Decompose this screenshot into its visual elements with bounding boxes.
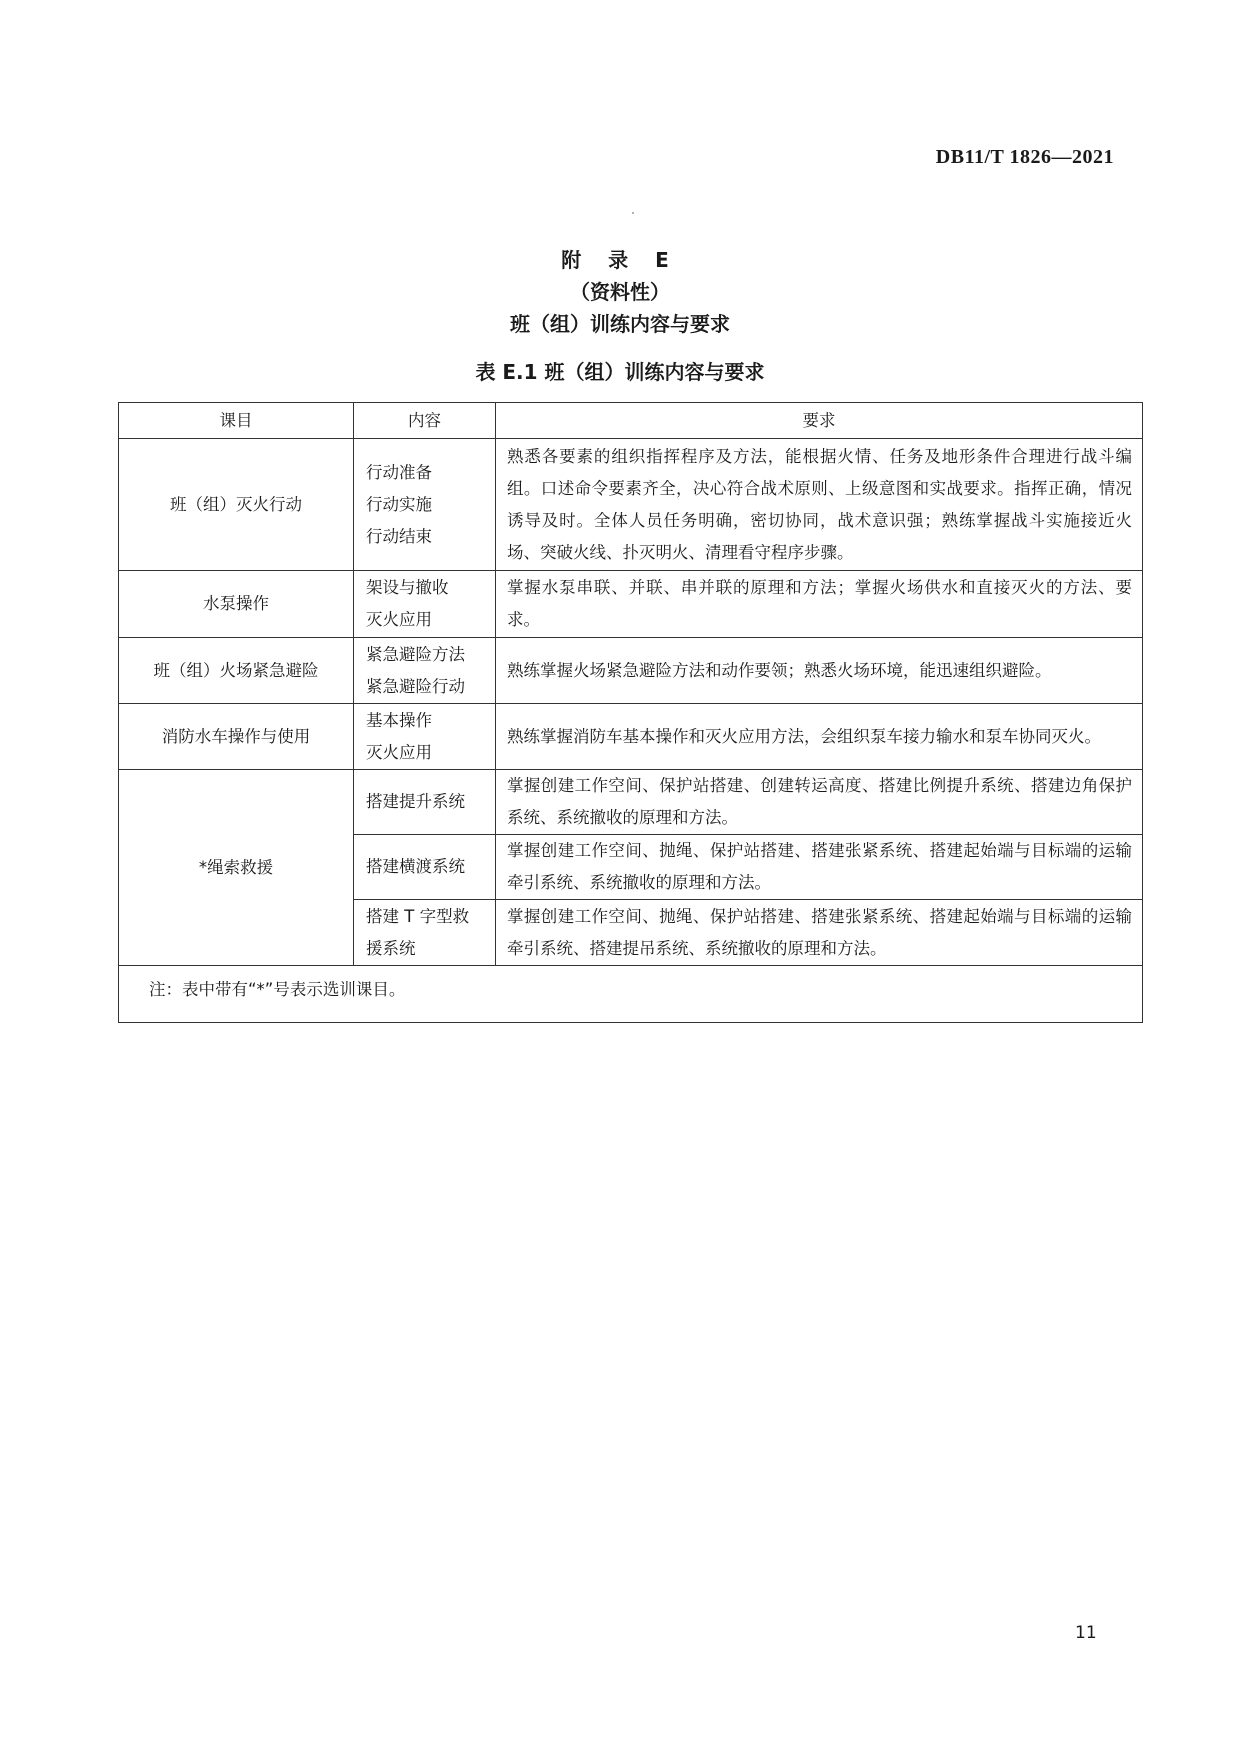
subject-cell: 班（组）火场紧急避险 (119, 638, 354, 704)
requirement-cell: 熟练掌握消防车基本操作和灭火应用方法，会组织泵车接力输水和泵车协同灭火。 (496, 704, 1143, 770)
scan-dot (632, 212, 634, 214)
content-cell (354, 439, 496, 571)
content-item: 行动结束 (366, 526, 432, 546)
content-item: 紧急避险方法 (366, 644, 465, 664)
table-header-row (119, 403, 1143, 439)
requirement-cell: 掌握水泵串联、并联、串并联的原理和方法；掌握火场供水和直接灭火的方法、要求。 (496, 571, 1143, 638)
requirement-cell: 掌握创建工作空间、保护站搭建、创建转运高度、搭建比例提升系统、搭建边角保护系统、系统撤收的原理和方法。 (496, 770, 1143, 835)
content-cell: 搭建 T 字型救援系统 (354, 900, 496, 966)
appendix-heading: 附 录 E (561, 248, 679, 272)
column-header-content: 内容 (354, 403, 496, 439)
column-header-subject: 课目 (119, 403, 354, 439)
subject-cell: 水泵操作 (119, 571, 354, 638)
table-row (119, 439, 1143, 571)
content-cell: 搭建提升系统 (354, 770, 496, 835)
content-cell (354, 704, 496, 770)
table-row (119, 770, 1143, 835)
content-item: 架设与撤收 (366, 578, 449, 597)
content-item: 行动准备 (366, 462, 432, 482)
table-caption: 表 E.1 班（组）训练内容与要求 (475, 360, 765, 384)
table-row (119, 638, 1143, 704)
content-item: 行动实施 (366, 494, 432, 514)
subject-cell: 消防水车操作与使用 (119, 704, 354, 770)
requirement-cell: 掌握创建工作空间、抛绳、保护站搭建、搭建张紧系统、搭建起始端与目标端的运输牵引系统、系统撤收的原理和方法。 (496, 835, 1143, 900)
content-item: 灭火应用 (366, 610, 432, 629)
training-table (118, 402, 1143, 1023)
table-note-row (119, 966, 1143, 1023)
subject-cell: 班（组）灭火行动 (119, 439, 354, 571)
appendix-title: 班（组）训练内容与要求 (510, 312, 730, 336)
content-item: 紧急避险行动 (366, 676, 465, 696)
content-cell (354, 571, 496, 638)
appendix-type: （资料性） (570, 280, 670, 304)
table-note: 注：表中带有“*”号表示选训课目。 (119, 966, 1143, 1023)
table-row (119, 571, 1143, 638)
subject-cell-rope-rescue: *绳索救援 (119, 770, 354, 966)
column-header-requirement: 要求 (496, 403, 1143, 439)
content-cell: 搭建横渡系统 (354, 835, 496, 900)
content-item: 灭火应用 (366, 742, 432, 762)
requirement-cell: 熟悉各要素的组织指挥程序及方法，能根据火情、任务及地形条件合理进行战斗编组。口述命令要素齐全，决心符合战术原则、上级意图和实战要求。指挥正确，情况诱导及时。全体人员任务明确，密切协同，战术意识强；熟练掌握战斗实施接近火场、突破火线、扑灭明火、清理看守程序步骤。 (496, 439, 1143, 571)
requirement-cell: 掌握创建工作空间、抛绳、保护站搭建、搭建张紧系统、搭建起始端与目标端的运输牵引系统、搭建提吊系统、系统撤收的原理和方法。 (496, 900, 1143, 966)
content-cell (354, 638, 496, 704)
requirement-cell: 熟练掌握火场紧急避险方法和动作要领；熟悉火场环境，能迅速组织避险。 (496, 638, 1143, 704)
content-item: 基本操作 (366, 710, 432, 730)
page-number: 11 (1075, 1623, 1097, 1643)
table-row (119, 704, 1143, 770)
document-code: DB11/T 1826—2021 (935, 146, 1114, 168)
